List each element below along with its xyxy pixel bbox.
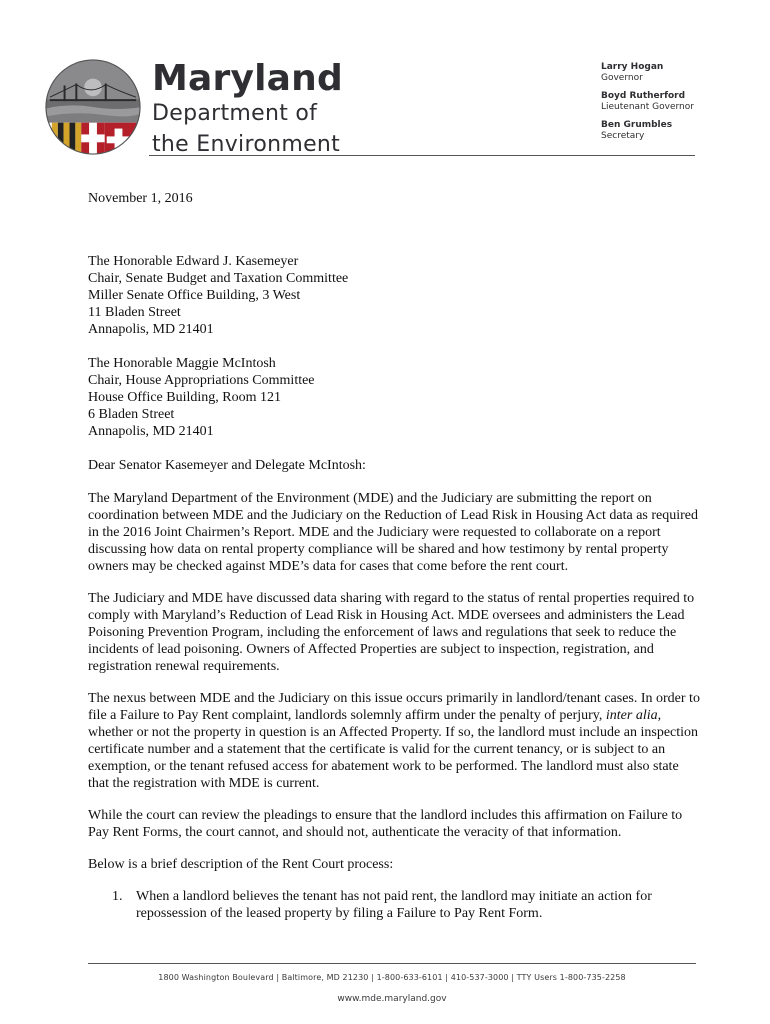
address-line: 6 Bladen Street [88, 407, 175, 422]
paragraph-5: Below is a brief description of the Rent Court process: [88, 857, 394, 872]
agency-name-line2: Department of [152, 101, 318, 126]
address-line: Chair, House Appropriations Committee [88, 373, 315, 388]
paragraph-1: The Maryland Department of the Environment (MDE) and the Judiciary are submitting the report on coordination between MDE and the Judiciary on the Reduction of Lead Risk in Housing Act data as required in the 2016 Joint Chairmen’s Report. MDE and the Judiciary were requested to collaborate on a report discussing how data on rental property compliance will be shared and how testimony by rental property owners may be checked against MDE’s data for cases that come before the rent court. [88, 491, 699, 574]
official-name: Boyd Rutherford [601, 91, 686, 101]
footer-contact-info: 1800 Washington Boulevard | Baltimore, MD 21230 | 1-800-633-6101 | 410-537-3000 | TTY Users 1-800-735-2258 [158, 973, 626, 982]
official-secretary [601, 120, 694, 142]
official-title: Lieutenant Governor [601, 102, 694, 112]
address-line: 11 Bladen Street [88, 305, 181, 320]
official-name: Ben Grumbles [601, 120, 673, 130]
letter-body [88, 190, 700, 922]
address-line: House Office Building, Room 121 [88, 390, 282, 405]
footer-divider [88, 963, 696, 964]
paragraph-3-part-2: whether or not the property in question is an Affected Property. If so, the landlord must include an inspection certificate number and a statement that the certificate is valid for the current tenancy, or is subject to an exemption, or the tenant refused access for abatement work to be performed. The landlord must also state that the registration with MDE is current. [88, 725, 699, 791]
official-title: Governor [601, 73, 643, 83]
footer-website-link[interactable]: www.mde.maryland.gov [337, 994, 447, 1004]
recipient-address-1 [88, 253, 700, 338]
paragraph-2: The Judiciary and MDE have discussed data sharing with regard to the status of rental properties required to comply with Maryland’s Reduction of Lead Risk in Housing Act. MDE oversees and administers the Lead Poisoning Prevention Program, including the enforcement of laws and regulations that seek to reduce the incidents of lead poisoning. Owners of Affected Properties are subject to inspection, registration, and registration renewal requirements. [88, 591, 695, 674]
agency-name [152, 60, 343, 160]
paragraph-3-part-1: The nexus between MDE and the Judiciary on this issue occurs primarily in landlord/tenant cases. In order to file a Failure to Pay Rent complaint, landlords solemnly affirm under the penalty of perjury, [88, 691, 700, 723]
officials-list [601, 62, 694, 149]
rent-court-process-list [88, 888, 700, 922]
recipient-address-2 [88, 355, 700, 440]
list-item [88, 888, 700, 922]
address-line: Chair, Senate Budget and Taxation Committee [88, 271, 349, 286]
agency-name-line1: Maryland [152, 58, 343, 99]
official-title: Secretary [601, 131, 645, 141]
mde-seal-logo [44, 58, 142, 156]
address-line: Miller Senate Office Building, 3 West [88, 288, 301, 303]
address-line: The Honorable Maggie McIntosh [88, 356, 276, 371]
official-lieutenant-governor [601, 91, 694, 113]
address-line: Annapolis, MD 21401 [88, 424, 214, 439]
paragraph-3 [88, 690, 700, 792]
agency-name-line3: the Environment [152, 132, 341, 157]
letterhead-divider [149, 155, 695, 156]
official-name: Larry Hogan [601, 62, 664, 72]
salutation: Dear Senator Kasemeyer and Delegate McIntosh: [88, 458, 366, 473]
paragraph-3-latin-phrase: inter alia, [605, 708, 662, 723]
list-item-text: When a landlord believes the tenant has not paid rent, the landlord may initiate an action for repossession of the leased property by filing a Failure to Pay Rent Form. [136, 889, 652, 921]
address-line: Annapolis, MD 21401 [88, 322, 214, 337]
letter-footer [88, 972, 696, 1005]
official-governor [601, 62, 694, 84]
address-line: The Honorable Edward J. Kasemeyer [88, 254, 299, 269]
list-item-number: 1. [112, 889, 123, 904]
paragraph-4: While the court can review the pleadings to ensure that the landlord includes this affirmation on Failure to Pay Rent Forms, the court cannot, and should not, authenticate the veracity of that information. [88, 808, 683, 840]
letter-date: November 1, 2016 [88, 191, 193, 206]
